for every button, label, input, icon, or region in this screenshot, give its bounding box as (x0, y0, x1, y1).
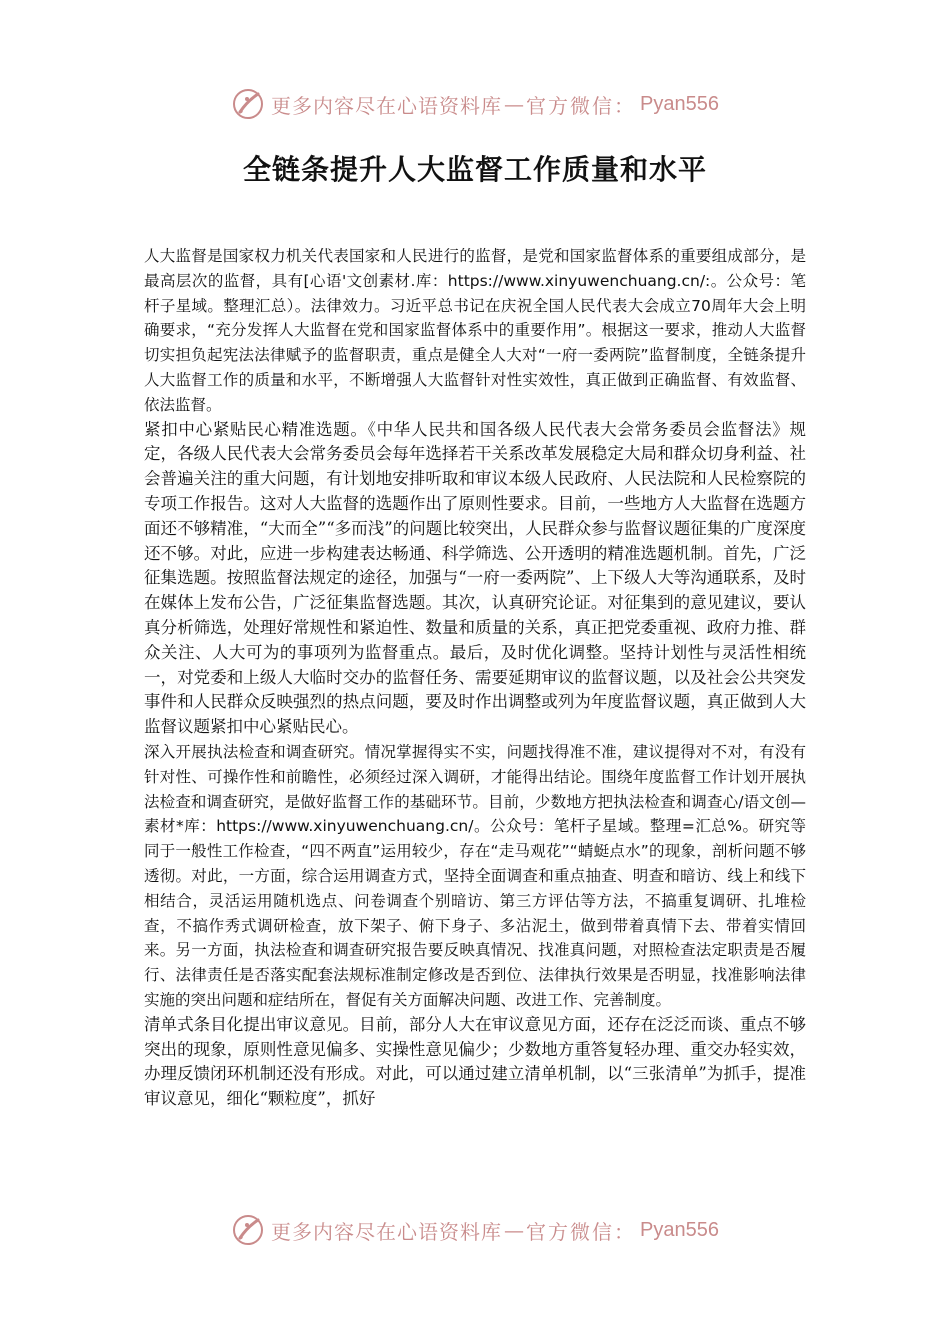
banner-separator: — (504, 92, 525, 116)
banner-wechat-label: 官方微信： (526, 1219, 637, 1244)
paragraph-law-enforcement-inspection: 深入开展执法检查和调查研究。情况掌握得实不实，问题找得准不准，建议提得对不对，有没有针对性、可操作性和前瞻性，必须经过深入调研，才能得出结论。围绕年度监督工作计划开展执法检查和调查研究，是做好监督工作的基础环节。目前，少数地方把执法检查和调查心/语文创—素材*库：https://www.xinyuwenchuang.cn/。公众号：笔杆子星域。整理=汇总%。研究等同于一般性工作检查，“四不两直”运用较少，存在“走马观花”“蜻蜓点水”的现象，剖析问题不够透彻。对此，一方面，综合运用调查方式，坚持全面调查和重点抽查、明查和暗访、线上和线下相结合，灵活运用随机选点、问卷调查个别暗访、第三方评估等方法，不搞重复调研、扎堆检查，不搞作秀式调研检查，放下架子、俯下身子、多沾泥土，做到带着真情下去、带着实情回来。另一方面，执法检查和调查研究报告要反映真情况、找准真问题，对照检查法定职责是否履行、法律责任是否落实配套法规标准制定修改是否到位、法律执行效果是否明显，找准影响法律实施的突出问题和症结所在，督促有关方面解决问题、改进工作、完善制度。 (144, 742, 806, 1009)
footer-banner (0, 1210, 950, 1250)
paragraph-review-opinions: 清单式条目化提出审议意见。目前，部分人大在审议意见方面，还存在泛泛而谈、重点不够突出的现象，原则性意见偏多、实操性意见偏少；少数地方重答复轻办理、重交办轻实效，办理反馈闭环机制还没有形成。对此，可以通过建立清单机制，以“三张清单”为抓手，提准审议意见，细化“颗粒度”，抓好 (144, 1014, 806, 1109)
brush-logo-icon (231, 1213, 265, 1247)
banner-wechat-label: 官方微信： (526, 93, 637, 118)
banner-wechat-id: Pyan556 (640, 1218, 719, 1241)
banner-separator: — (504, 1218, 525, 1242)
paragraph-intro: 人大监督是国家权力机关代表国家和人民进行的监督，是党和国家监督体系的重要组成部分，是最高层次的监督，具有[心语'文创素材.库：https://www.xinyuwenchuang.cn/:。公众号：笔杆子星域。整理汇总）。法律效力。习近平总书记在庆祝全国人民代表大会成立70周年大会上明确要求，“充分发挥人大监督在党和国家监督体系中的重要作用”。根据这一要求，推动人大监督切实担负起宪法法律赋予的监督职责，重点是健全人大对“一府一委两院”监督制度，全链条提升人大监督工作的质量和水平，不断增强人大监督针对性实效性，真正做到正确监督、有效监督、依法监督。 (144, 247, 806, 414)
document-body (144, 244, 806, 1112)
banner-slogan: 更多内容尽在心语资料库 (271, 1219, 503, 1244)
paragraph-topic-selection: 紧扣中心紧贴民心精准选题。《中华人民共和国各级人民代表大会常务委员会监督法》规定，各级人民代表大会常务委员会每年选择若干关系改革发展稳定大局和群众切身利益、社会普遍关注的重大问题，有计划地安排听取和审议本级人民政府、人民法院和人民检察院的专项工作报告。这对人大监督的选题作出了原则性要求。目前，一些地方人大监督在选题方面还不够精准，“大而全”“多而浅”的问题比较突出，人民群众参与监督议题征集的广度深度还不够。对此，应进一步构建表达畅通、科学筛选、公开透明的精准选题机制。首先，广泛征集选题。按照监督法规定的途径，加强与“一府一委两院”、上下级人大等沟通联系，及时在媒体上发布公告，广泛征集监督选题。其次，认真研究论证。对征集到的意见建议，要认真分析筛选，处理好常规性和紧迫性、数量和质量的关系，真正把党委重视、政府力推、群众关注、人大可为的事项列为监督重点。最后，及时优化调整。坚持计划性与灵活性相统一，对党委和上级人大临时交办的监督任务、需要延期审议的监督议题，以及社会公共突发事件和人民群众反映强烈的热点问题，要及时作出调整或列为年度监督议题，真正做到人大监督议题紧扣中心紧贴民心。 (144, 419, 806, 737)
banner-slogan: 更多内容尽在心语资料库 (271, 93, 503, 118)
brush-logo-icon (231, 87, 265, 121)
document-title: 全链条提升人大监督工作质量和水平 (242, 153, 707, 186)
banner-wechat-id: Pyan556 (640, 92, 719, 115)
header-banner (0, 84, 950, 124)
